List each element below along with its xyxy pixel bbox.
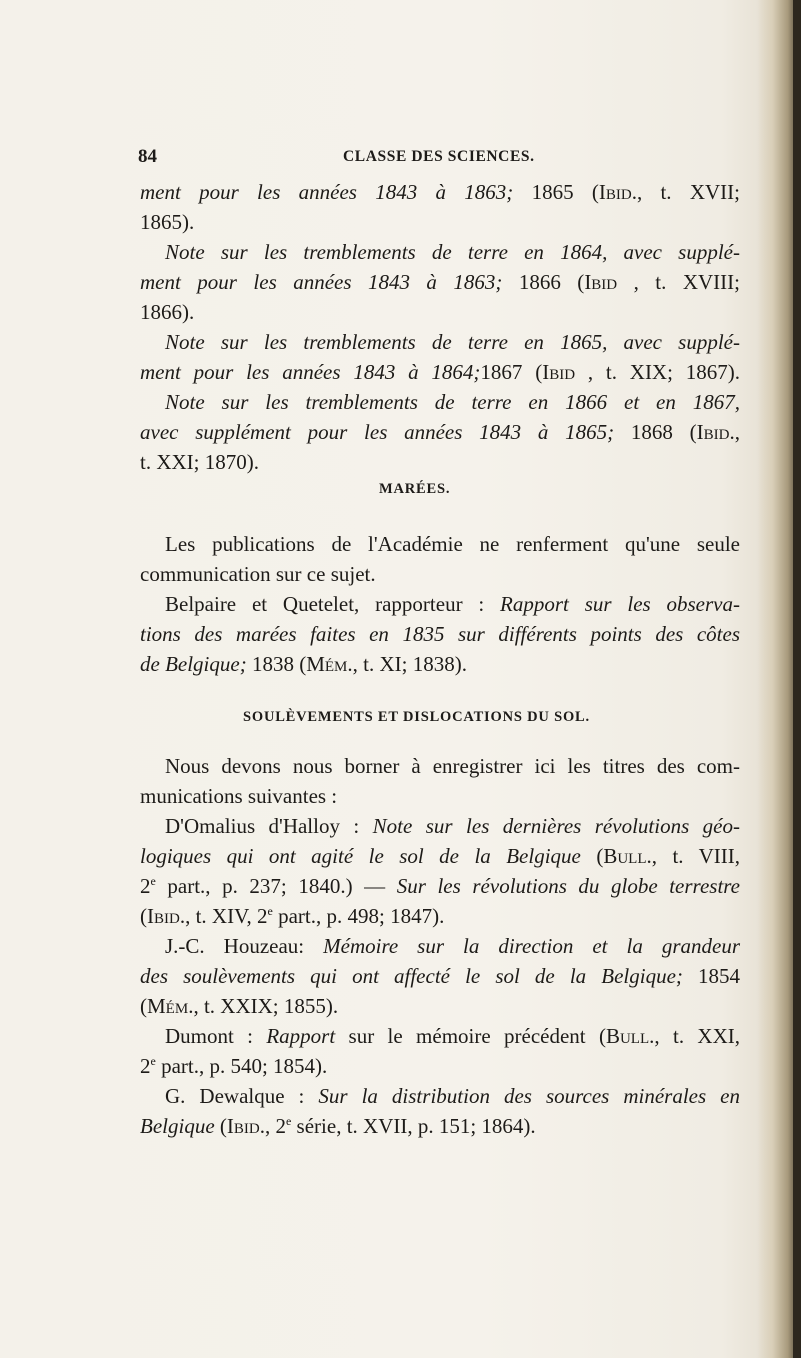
citation-fragment: série, t. XVII, p. 151; 1864). [291,1114,536,1138]
text-line: communication sur ce sujet. [140,562,376,586]
text-line: 1866). [140,300,195,324]
citation-fragment: 1838 ( [246,652,307,676]
title-fragment: de Belgique; [140,652,247,676]
author-fragment: Dumont : [165,1024,267,1048]
citation-abbrev: Ibid [584,270,618,294]
title-fragment: Note sur les tremblements de terre en 1865, avec supplé- [165,330,740,354]
text-line [140,649,740,679]
citation-abbrev: Mém [306,652,348,676]
text-line [140,871,740,901]
soulevements-block [140,751,740,1141]
citation-abbrev: Ibid [147,904,180,928]
citation-abbrev: Ibid [598,180,632,204]
citation-fragment: ., [729,420,740,444]
citation-fragment: ( [140,904,147,928]
citation-fragment: ( [140,994,147,1018]
section-heading-marees: MARÉES. [379,481,451,497]
text-line: munications suivantes : [140,784,338,808]
text-line [140,357,740,387]
text-line [140,991,740,1021]
ordinal-suffix: e [150,1054,156,1068]
ordinal-suffix: e [267,904,273,918]
citation-fragment: 1865 ( [513,180,599,204]
text-line: 1865). [140,210,195,234]
citation-fragment: part., p. 237; 1840.) — [155,874,397,898]
citation-fragment: ( [580,844,604,868]
text-line [140,1111,740,1141]
title-fragment: Rapport sur les observa- [500,592,740,616]
citation-fragment: ., t. XXI, [649,1024,740,1048]
citation-fragment: ., t. XXIX; 1855). [188,994,339,1018]
citation-fragment: ., t. XI; 1838). [347,652,467,676]
author-fragment: Belpaire et Quetelet, rapporteur : [165,592,501,616]
title-fragment: des soulèvements qui ont affecté le sol de la Belgique; [140,964,683,988]
citation-fragment: ., t. XVII; [631,180,740,204]
page-number: 84 [138,146,157,167]
title-fragment: logiques qui ont agité le sol de la Belgique [140,844,581,868]
text-line [140,841,740,871]
citation-fragment: 2 [140,874,151,898]
citation-fragment: , t. XIX; 1867). [575,360,740,384]
text-line [140,387,740,417]
text-line: t. XXI; 1870). [140,450,259,474]
citation-abbrev: Ibid [542,360,576,384]
author-fragment: G. Dewalque : [165,1084,319,1108]
title-fragment: ment pour les années 1843 à 1863; [140,180,514,204]
page-header [138,146,728,170]
citation-fragment: , t. XVIII; [617,270,740,294]
text-line [140,901,740,931]
text-line [140,931,740,961]
text-line [140,177,740,207]
citation-fragment: part., p. 498; 1847). [272,904,445,928]
text-line [140,619,740,649]
citation-abbrev: Bull [605,1024,650,1048]
text-line [140,237,740,267]
title-fragment: ment pour les années 1843 à 1864; [140,360,481,384]
text-line [140,327,740,357]
title-fragment: avec supplément pour les années 1843 à 1865; [140,420,615,444]
citation-fragment: 1868 ( [614,420,697,444]
title-fragment: tions des marées faites en 1835 sur différents points des côtes [140,622,740,646]
earthquake-notes-block [140,177,740,477]
text-line [140,811,740,841]
text-line [140,1021,740,1051]
title-fragment: Belgique [140,1114,215,1138]
title-fragment: ment pour les années 1843 à 1863; [140,270,503,294]
citation-fragment: 1867 ( [480,360,543,384]
ordinal-suffix: e [150,874,156,888]
citation-fragment: ., t. XIV, 2 [179,904,268,928]
text-line [140,1051,740,1081]
citation-abbrev: Mém [147,994,189,1018]
ordinal-suffix: e [285,1114,292,1128]
citation-fragment: 1866 ( [502,270,585,294]
title-fragment: Note sur les tremblements de terre en 1864, avec supplé- [165,240,740,264]
citation-fragment: ( [214,1114,227,1138]
citation-abbrev: Ibid [226,1114,260,1138]
citation-abbrev: Bull [603,844,647,868]
citation-fragment: ., 2 [259,1114,286,1138]
title-fragment: Mémoire sur la direction et la grandeur [323,934,740,958]
citation-fragment: sur le mémoire précédent ( [335,1024,606,1048]
text-line: Nous devons nous borner à enregistrer ici les titres des com- [165,754,740,778]
author-fragment: D'Omalius d'Halloy : [165,814,373,838]
text-line [140,589,740,619]
text-line [140,961,740,991]
title-fragment: Sur les révolutions du globe terrestre [396,874,740,898]
text-line: Les publications de l'Académie ne renferment qu'une seule [165,532,740,556]
marees-block [140,529,740,679]
citation-fragment: 2 [140,1054,151,1078]
title-fragment: Rapport [266,1024,336,1048]
section-heading-soulevements: SOULÈVEMENTS ET DISLOCATIONS DU SOL. [243,709,590,725]
citation-fragment: ., t. VIII, [646,844,740,868]
title-fragment: Sur la distribution des sources minérales en [318,1084,740,1108]
citation-abbrev: Ibid [696,420,730,444]
author-fragment: J.-C. Houzeau: [165,934,324,958]
title-fragment: Note sur les dernières révolutions géo- [372,814,740,838]
text-line [140,267,740,297]
book-binding-edge [793,0,801,1358]
citation-fragment: 1854 [682,964,741,988]
running-title: CLASSE DES SCIENCES. [343,148,535,165]
text-line [140,1081,740,1111]
citation-fragment: part., p. 540; 1854). [155,1054,328,1078]
title-fragment: Note sur les tremblements de terre en 1866 et en 1867, [165,390,740,414]
text-line [140,417,740,447]
